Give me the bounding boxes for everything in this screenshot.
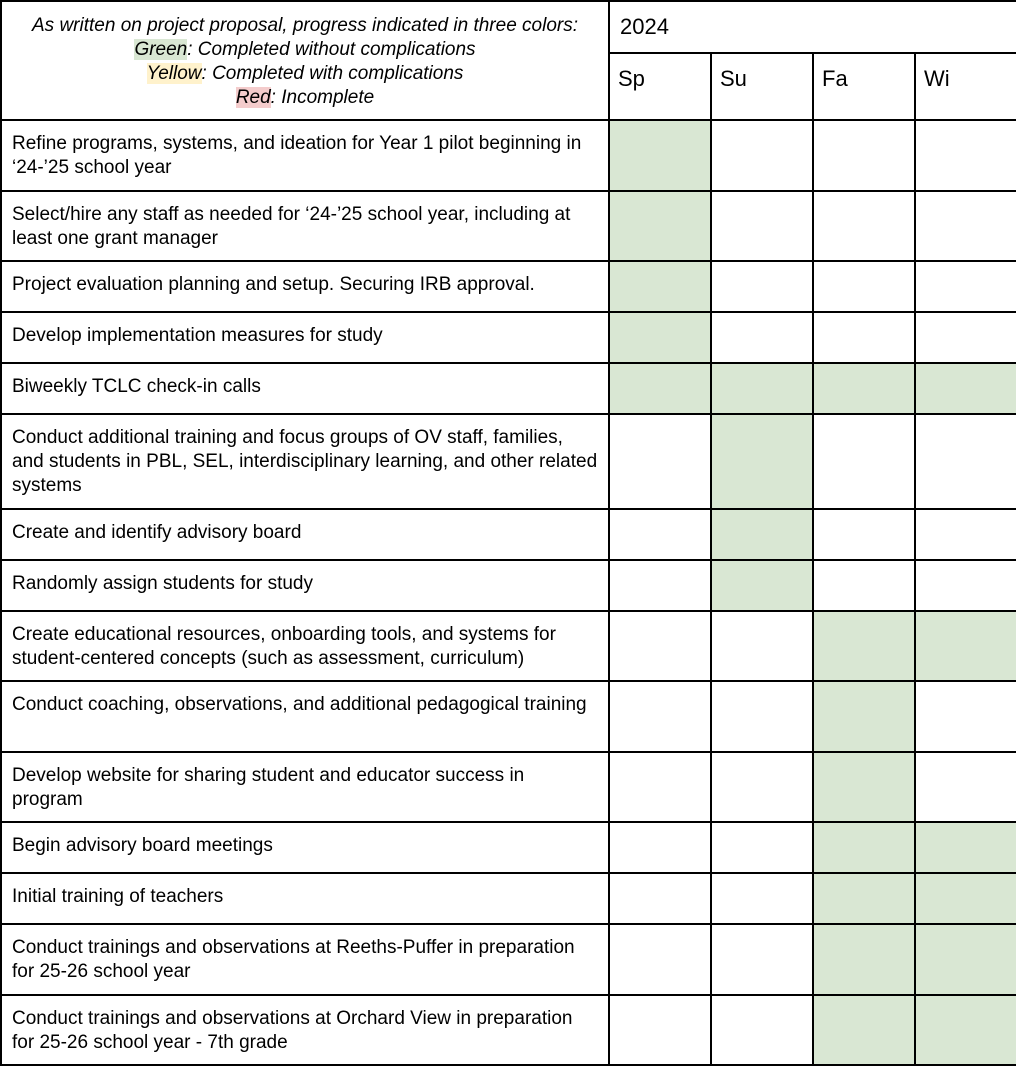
- status-cell-wi: [915, 924, 1016, 995]
- status-cell-fa: [813, 873, 915, 924]
- table-row: [1, 414, 1016, 509]
- status-cell-fa: [813, 261, 915, 312]
- season-header-wi: Wi: [915, 53, 1016, 120]
- status-cell-wi: [915, 995, 1016, 1065]
- season-header-su: Su: [711, 53, 813, 120]
- task-cell: Conduct trainings and observations at Reeths-Puffer in preparation for 25-26 school year: [1, 924, 609, 995]
- status-cell-su: [711, 681, 813, 752]
- task-cell: Conduct additional training and focus groups of OV staff, families, and students in PBL, SEL, interdisciplinary learning, and other related systems: [1, 414, 609, 509]
- year-header: 2024: [609, 1, 1016, 53]
- table-row: [1, 752, 1016, 822]
- table-row: [1, 822, 1016, 873]
- table-row: [1, 509, 1016, 560]
- season-header-fa: Fa: [813, 53, 915, 120]
- status-cell-sp: [609, 312, 711, 363]
- table-row: [1, 363, 1016, 414]
- status-cell-sp: [609, 873, 711, 924]
- status-cell-wi: [915, 681, 1016, 752]
- task-cell: Select/hire any staff as needed for ‘24-’25 school year, including at least one grant manager: [1, 191, 609, 261]
- task-cell: Refine programs, systems, and ideation for Year 1 pilot beginning in ‘24-’25 school year: [1, 120, 609, 191]
- status-cell-sp: [609, 681, 711, 752]
- status-cell-wi: [915, 261, 1016, 312]
- status-cell-sp: [609, 191, 711, 261]
- status-cell-su: [711, 560, 813, 611]
- status-cell-wi: [915, 414, 1016, 509]
- legend-red-key: Red: [235, 87, 271, 108]
- legend-yellow: [2, 62, 608, 86]
- season-header-sp: Sp: [609, 53, 711, 120]
- task-cell: Randomly assign students for study: [1, 560, 609, 611]
- status-cell-wi: [915, 560, 1016, 611]
- legend-green: [2, 38, 608, 62]
- task-cell: Initial training of teachers: [1, 873, 609, 924]
- task-cell: Biweekly TCLC check-in calls: [1, 363, 609, 414]
- status-cell-su: [711, 120, 813, 191]
- status-cell-fa: [813, 363, 915, 414]
- status-cell-wi: [915, 822, 1016, 873]
- task-cell: Create educational resources, onboarding tools, and systems for student-centered concepts (such as assessment, curriculum): [1, 611, 609, 681]
- legend-yellow-key: Yellow: [146, 63, 202, 84]
- status-cell-wi: [915, 509, 1016, 560]
- table-row: [1, 924, 1016, 995]
- status-cell-sp: [609, 560, 711, 611]
- status-cell-wi: [915, 873, 1016, 924]
- legend-red-desc: : Incomplete: [270, 87, 375, 108]
- status-cell-sp: [609, 120, 711, 191]
- task-cell: Develop implementation measures for study: [1, 312, 609, 363]
- table-row: [1, 611, 1016, 681]
- table-row: [1, 120, 1016, 191]
- status-cell-su: [711, 509, 813, 560]
- table-row: [1, 312, 1016, 363]
- table-row: [1, 873, 1016, 924]
- table-row: [1, 560, 1016, 611]
- status-cell-wi: [915, 363, 1016, 414]
- table-row: [1, 191, 1016, 261]
- status-cell-fa: [813, 312, 915, 363]
- status-cell-wi: [915, 120, 1016, 191]
- status-cell-fa: [813, 995, 915, 1065]
- legend-red: [2, 86, 608, 110]
- status-cell-fa: [813, 560, 915, 611]
- legend-green-desc: : Completed without complications: [187, 39, 476, 60]
- status-cell-wi: [915, 611, 1016, 681]
- legend-cell: [1, 1, 609, 120]
- task-cell: Conduct coaching, observations, and additional pedagogical training: [1, 681, 609, 752]
- status-cell-fa: [813, 509, 915, 560]
- legend-green-key: Green: [134, 39, 188, 60]
- task-cell: Conduct trainings and observations at Orchard View in preparation for 25-26 school year - 7th grade: [1, 995, 609, 1065]
- header-row-year: [1, 1, 1016, 53]
- task-cell: Create and identify advisory board: [1, 509, 609, 560]
- status-cell-su: [711, 822, 813, 873]
- task-cell: Project evaluation planning and setup. Securing IRB approval.: [1, 261, 609, 312]
- status-cell-su: [711, 191, 813, 261]
- status-cell-fa: [813, 752, 915, 822]
- status-cell-wi: [915, 312, 1016, 363]
- status-cell-fa: [813, 924, 915, 995]
- status-cell-su: [711, 312, 813, 363]
- legend-intro: As written on project proposal, progress indicated in three colors:: [32, 15, 578, 36]
- status-cell-fa: [813, 822, 915, 873]
- legend-yellow-desc: : Completed with complications: [201, 63, 464, 84]
- table-row: [1, 681, 1016, 752]
- status-cell-sp: [609, 822, 711, 873]
- status-cell-sp: [609, 261, 711, 312]
- status-cell-fa: [813, 681, 915, 752]
- status-cell-fa: [813, 191, 915, 261]
- status-cell-sp: [609, 414, 711, 509]
- task-cell: Begin advisory board meetings: [1, 822, 609, 873]
- status-cell-sp: [609, 924, 711, 995]
- status-cell-wi: [915, 752, 1016, 822]
- status-cell-sp: [609, 611, 711, 681]
- table-row: [1, 995, 1016, 1065]
- status-cell-su: [711, 995, 813, 1065]
- status-cell-su: [711, 261, 813, 312]
- status-cell-sp: [609, 509, 711, 560]
- status-cell-su: [711, 414, 813, 509]
- status-cell-fa: [813, 120, 915, 191]
- status-cell-fa: [813, 414, 915, 509]
- task-cell: Develop website for sharing student and educator success in program: [1, 752, 609, 822]
- status-cell-su: [711, 611, 813, 681]
- status-cell-su: [711, 873, 813, 924]
- status-cell-sp: [609, 363, 711, 414]
- status-cell-su: [711, 752, 813, 822]
- status-cell-su: [711, 363, 813, 414]
- table-row: [1, 261, 1016, 312]
- status-cell-wi: [915, 191, 1016, 261]
- status-cell-fa: [813, 611, 915, 681]
- status-cell-sp: [609, 752, 711, 822]
- status-cell-sp: [609, 995, 711, 1065]
- status-cell-su: [711, 924, 813, 995]
